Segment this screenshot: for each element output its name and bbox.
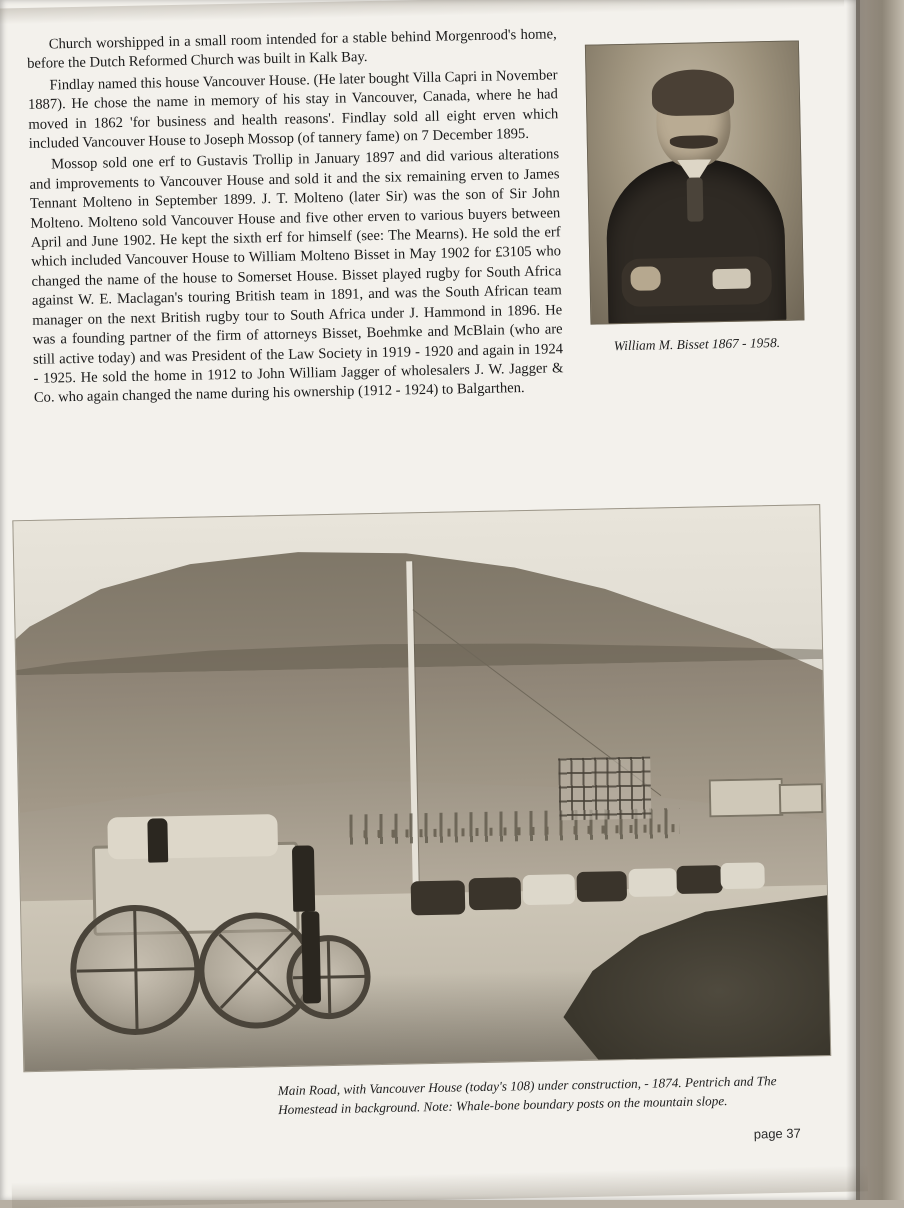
photo-person-standing [301, 911, 321, 1003]
portrait-hand [630, 266, 660, 291]
photo-house-right [709, 778, 784, 817]
main-photo-caption: Main Road, with Vancouver House (today's 108) under construction, - 1874. Pentrich and The Homestead in background. Note: Whale-bone boundary posts on the mountain slope. [277, 1073, 777, 1118]
portrait-photo [585, 40, 805, 324]
photo-ox-4 [576, 871, 627, 902]
portrait-figure [585, 40, 803, 354]
wagon-load [107, 814, 278, 859]
paragraph-2: Findlay named this house Vancouver House. (He later bought Villa Capri in November 1887). He chose the name in memory of his stay in Vancouver, Canada, where he had moved in 1862 'for business and health reasons'. Findlay sold all eight erven which included Vancouver House to Joseph Mossop (of tannery fame) on 7 December 1895. [27, 67, 559, 152]
photo-building-under-construction [558, 757, 651, 821]
paragraph-1: Church worshipped in a small room intended for a stable behind Morgenrood's home, before the Dutch Reformed Church was built in Kalk Bay. [27, 26, 557, 73]
page-bottom-shading [12, 1165, 868, 1208]
body-text-column [27, 25, 564, 410]
wagon-wheel-rear [69, 904, 202, 1037]
photo-ox-2 [469, 877, 522, 910]
photo-ox-1 [411, 880, 466, 915]
photo-ox-3 [523, 874, 576, 905]
photo-ox-5 [628, 868, 677, 897]
photo-person-on-wagon [147, 818, 168, 862]
photo-ox-6 [676, 865, 723, 894]
paragraph-3: Mossop sold one erf to Gustavis Trollip in January 1897 and did various alterations and improvements to Vancouver House and sold it and the six remaining erven to James Tennant Molteno in September 1899. J. T. Molteno (later Sir) was the son of Sir John Molteno. Molteno sold Vancouver House and five other erven to various buyers between April and June 1902. He kept the sixth erf for himself (see: The Mearns). He sold the erf which included Vancouver House to William Molteno Bisset in May 1902 for £3105 who changed the name of the house to Somerset House. Bisset played rugby for South Africa against W. E. Maclagan's touring British team in 1891, and was the South African team manager on the next British rugby tour to South Africa under J. Hammond in 1896. He was a founding partner of the firm of attorneys Bisset, Boehmke and McBlain (who are still active today) and was President of the Law Society in 1919 - 1920 and again in 1924 - 1925. He sold the home in 1912 to John William Jagger of wholesalers J. W. Jagger & Co. who again changed the name during his ownership (1912 - 1924) to Balgarthen. [29, 146, 564, 407]
portrait-hair [651, 69, 734, 117]
portrait-caption: William M. Bisset 1867 - 1958. [613, 334, 781, 354]
photo-ox-7 [720, 862, 765, 889]
portrait-tie [687, 177, 704, 221]
photo-house-far-right [779, 783, 824, 814]
main-photo [12, 504, 831, 1072]
photo-person-driver [292, 845, 315, 911]
portrait-cuff [712, 268, 750, 289]
main-photo-figure [12, 504, 830, 1124]
book-gutter [856, 0, 904, 1200]
page-top-shading [0, 0, 844, 25]
page-number: page 37 [753, 1125, 801, 1142]
